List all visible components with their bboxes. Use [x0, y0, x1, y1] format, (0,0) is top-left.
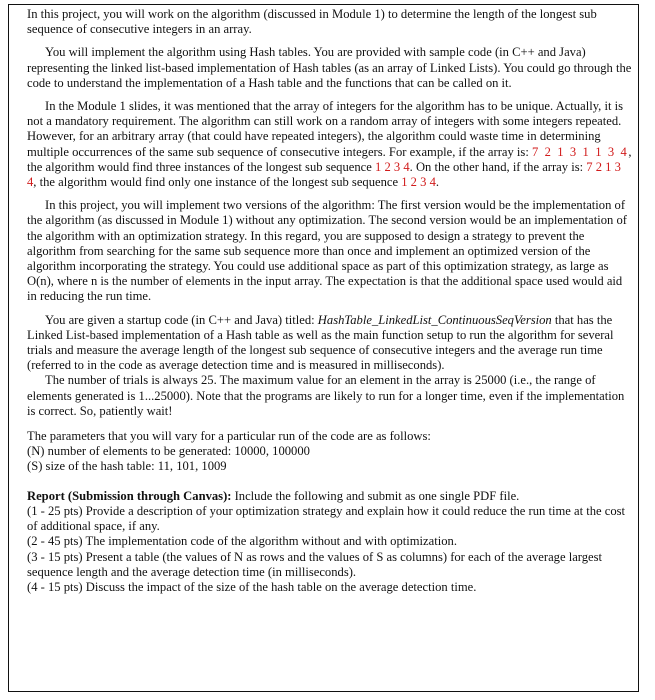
hash-table-paragraph: You will implement the algorithm using Hash tables. You are provided with sample code (in C++ and Java) representing the linked list-based implementation of Hash tables (as an array of Linked Lists). You could go through the code to understand the implementation of a Hash table and the functions that can be called on it.: [27, 45, 632, 90]
unique-array-paragraph: [27, 99, 632, 190]
two-versions-paragraph: In this project, you will implement two versions of the algorithm: The first version would be the implementation of the algorithm (as discussed in Module 1) without any optimization. The second version would be an implementation of the algorithm with an optimization strategy. In this regard, you are supposed to design a strategy to prevent the algorithm from searching for the same sub sequence more than once and implement an optimized version of the algorithm incorporating the strategy. You could use additional space as part of this optimization strategy, as large as O(n), where n is the number of elements in the input array. The expectation is that the additional space used would aid in reducing the run time.: [27, 198, 627, 304]
report-heading: Report (Submission through Canvas):: [27, 488, 232, 503]
unique-array-text-e: .: [435, 175, 440, 190]
example-array-2: 7 2 1 3 4: [27, 159, 621, 190]
report-item-2: (2 - 45 pts) The implementation code of the algorithm without and with optimization.: [27, 534, 457, 549]
example-sequence-2: 1 2 3 4: [401, 175, 436, 190]
parameters-block: [27, 429, 632, 475]
unique-array-text-b: , the algorithm would find three instances of the longest sub sequence: [27, 144, 632, 174]
report-item-1: (1 - 25 pts) Provide a description of your optimization strategy and explain how it could reduce the run time at the cost of additional space, if any.: [27, 503, 626, 534]
trials-paragraph: The number of trials is always 25. The maximum value for an element in the array is 25000 (i.e., the range of elements generated is 1...25000). Note that the programs are likely to run for a longer time, even if the implementation is correct. So, patiently wait!: [27, 373, 625, 418]
report-heading-rest: Include the following and submit as one single PDF file.: [231, 488, 520, 503]
intro-paragraph: In this project, you will work on the algorithm (discussed in Module 1) to determine the length of the longest sub sequence of consecutive integers in an array.: [27, 7, 597, 37]
unique-array-text-d: , the algorithm would find only one instance of the longest sub sequence: [33, 175, 402, 190]
parameter-n: (N) number of elements to be generated: 10000, 100000: [27, 444, 310, 459]
startup-code-text-b: that has the Linked List-based implementation of a Hash table as well as the main function setup to run the algorithm for several trials and measure the average length of the longest sub sequence of consecutive integers and the average run time (referred to in the code as average detection time and is measured in milliseconds).: [27, 312, 614, 373]
example-sequence-1: 1 2 3 4: [375, 159, 410, 174]
report-item-4: (4 - 15 pts) Discuss the impact of the size of the hash table on the average detection time.: [27, 579, 477, 594]
document-page: [8, 4, 639, 692]
report-item-3: (3 - 15 pts) Present a table (the values of N as rows and the values of S as columns) for each of the average largest sequence length and the average detection time (in milliseconds).: [27, 549, 603, 579]
startup-code-title: HashTable_LinkedList_ContinuousSeqVersion: [317, 312, 552, 327]
report-block: [27, 489, 632, 595]
report-heading-line: [27, 489, 632, 504]
example-array-1: 7 2 1 3 1 1 3 4: [531, 144, 629, 159]
unique-array-text-c: . On the other hand, if the array is:: [409, 159, 587, 174]
parameter-s: (S) size of the hash table: 11, 101, 1009: [27, 459, 227, 474]
unique-array-text-a: In the Module 1 slides, it was mentioned that the array of integers for the algorithm has to be unique. Actually, it is not a mandatory requirement. The algorithm can still work on a random array of integers with some integers repeated. However, for an arbitrary array (that could have repeated integers), the algorithm could waste time in determining multiple occurrences of the same sub sequence of consecutive integers. For example, if the array is:: [27, 99, 624, 159]
parameters-intro: The parameters that you will vary for a particular run of the code are as follows:: [27, 429, 431, 444]
startup-code-text-a: You are given a startup code (in C++ and Java) titled:: [45, 312, 318, 327]
startup-code-paragraph: [27, 313, 632, 374]
